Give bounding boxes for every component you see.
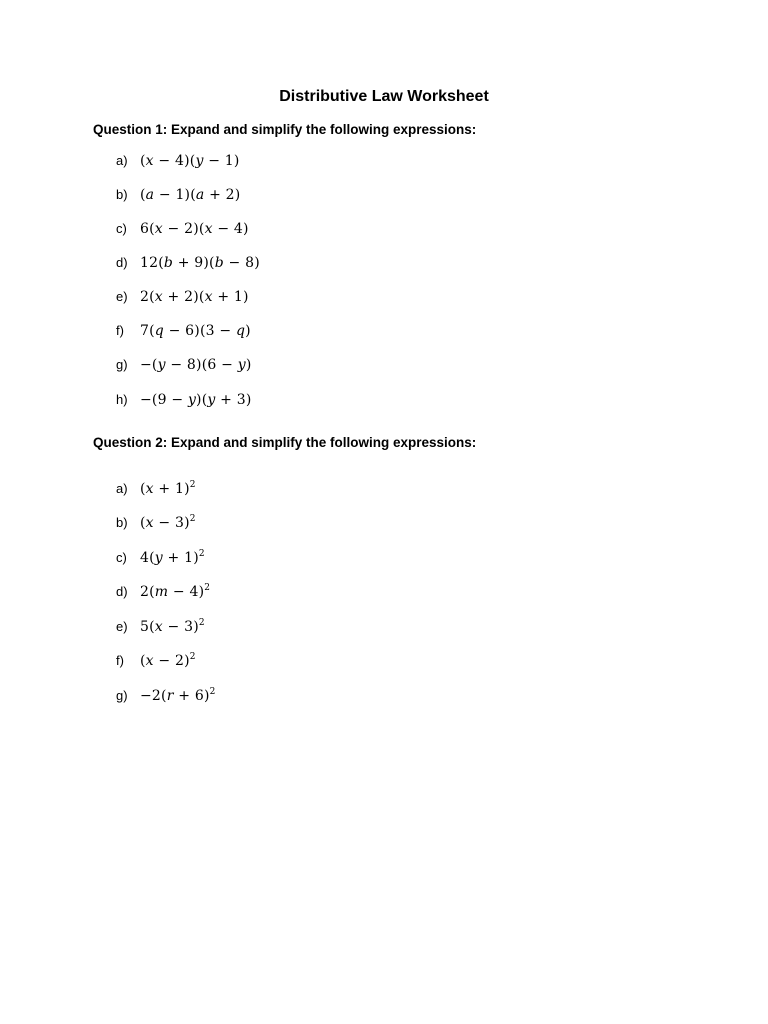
q1-item-e — [116, 287, 249, 307]
item-expression: −(y − 8)(6 − y) — [140, 357, 252, 373]
item-label: d) — [116, 584, 128, 599]
item-expression: $(x + 1)^2$ — [140, 480, 196, 497]
q2-item-c — [116, 548, 205, 568]
question-2-heading: Question 2: Expand and simplify the following expressions: — [93, 435, 477, 450]
item-expression: 12(b + 9)(b − 8) — [140, 255, 260, 271]
item-label: g) — [116, 688, 128, 703]
item-expression: $5(x - 3)^2$ — [140, 618, 205, 635]
q1-item-a — [116, 151, 240, 171]
item-expression: −(9 − y)(y + 3) — [140, 392, 252, 408]
worksheet-title: Distributive Law Worksheet — [279, 88, 489, 105]
q1-item-f — [116, 321, 251, 341]
item-label: b) — [116, 187, 128, 202]
item-label: h) — [116, 392, 128, 407]
q2-item-e — [116, 617, 205, 637]
item-label: g) — [116, 357, 128, 372]
q2-item-f — [116, 651, 196, 671]
item-label: e) — [116, 289, 128, 304]
item-expression: $4(y + 1)^2$ — [140, 549, 205, 566]
item-expression: (a − 1)(a + 2) — [140, 187, 241, 203]
item-label: e) — [116, 619, 128, 634]
item-expression: 6(x − 2)(x − 4) — [140, 221, 249, 237]
item-label: a) — [116, 153, 128, 168]
item-expression: $2(m - 4)^2$ — [140, 583, 211, 600]
item-label: f) — [116, 323, 124, 338]
item-expression: $(x - 2)^2$ — [140, 652, 196, 669]
q2-item-d — [116, 582, 210, 602]
item-expression: 2(x + 2)(x + 1) — [140, 289, 249, 305]
item-expression: $-2(r + 6)^2$ — [140, 687, 216, 704]
q1-item-h — [116, 390, 251, 410]
q1-item-b — [116, 185, 240, 205]
question-1-heading: Question 1: Expand and simplify the following expressions: — [93, 122, 477, 137]
q1-item-c — [116, 219, 249, 239]
q1-item-g — [116, 355, 251, 375]
q2-item-a — [116, 479, 196, 499]
item-label: c) — [116, 221, 127, 236]
item-expression: $(x - 3)^2$ — [140, 514, 196, 531]
item-expression: (x − 4)(y − 1) — [140, 153, 240, 169]
item-label: d) — [116, 255, 128, 270]
item-label: a) — [116, 481, 128, 496]
q2-item-b — [116, 513, 196, 533]
q2-item-g — [116, 686, 216, 706]
item-label: b) — [116, 515, 128, 530]
item-label: f) — [116, 653, 124, 668]
item-label: c) — [116, 550, 127, 565]
q1-item-d — [116, 253, 260, 273]
item-expression: 7(q − 6)(3 − q) — [140, 323, 251, 339]
